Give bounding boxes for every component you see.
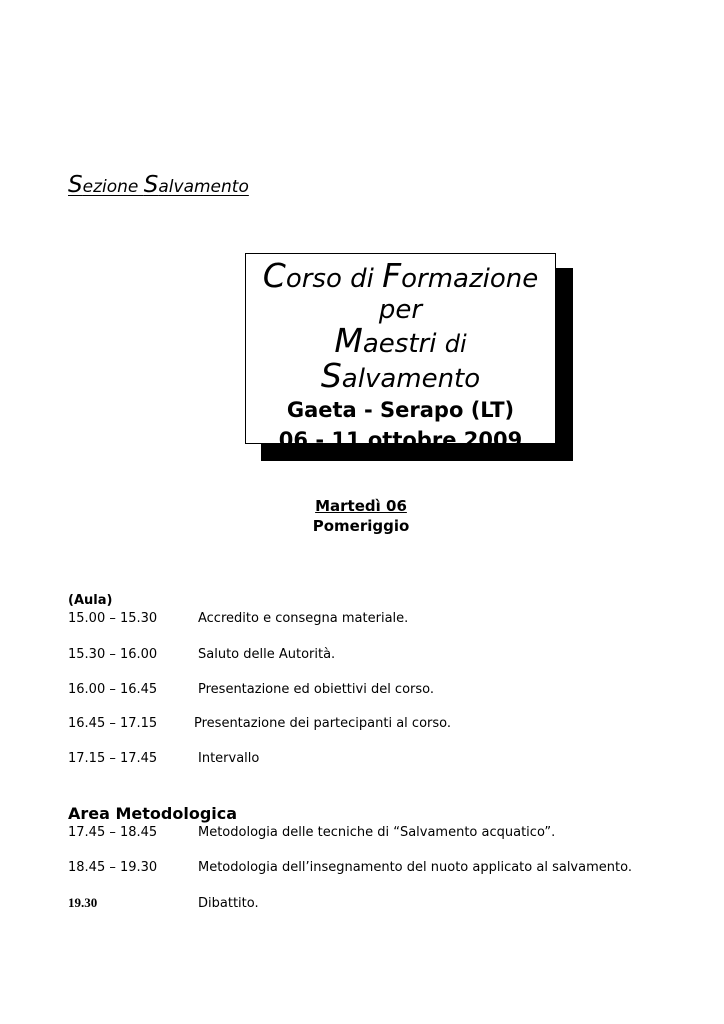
area-time: 17.45 – 18.45 bbox=[68, 825, 158, 840]
schedule-row bbox=[68, 647, 335, 662]
day-name: Martedì 06 bbox=[315, 497, 407, 515]
area-row bbox=[68, 860, 632, 875]
schedule-desc: Presentazione ed obiettivi del corso. bbox=[198, 682, 435, 697]
course-title-maestri: Maestri di bbox=[334, 321, 467, 360]
area-desc: Dibattito. bbox=[198, 896, 259, 911]
schedule-desc: Intervallo bbox=[198, 751, 260, 766]
schedule-row bbox=[68, 716, 451, 731]
schedule-desc: Saluto delle Autorità. bbox=[198, 647, 336, 662]
schedule-time: 16.00 – 16.45 bbox=[68, 682, 158, 697]
schedule-row bbox=[68, 611, 408, 626]
course-title-line: Corso di Formazione bbox=[262, 256, 539, 295]
course-place: Gaeta - Serapo (LT) bbox=[286, 398, 515, 422]
day-heading bbox=[300, 496, 422, 536]
area-row bbox=[68, 895, 259, 911]
course-dates: 06 - 11 ottobre 2009 bbox=[278, 428, 523, 452]
title-box bbox=[245, 253, 556, 452]
schedule-row bbox=[68, 751, 259, 766]
area-desc: Metodologia delle tecniche di “Salvamento acquatico”. bbox=[198, 825, 556, 840]
course-title-salvamento: Salvamento bbox=[320, 356, 481, 395]
schedule-time: 15.00 – 15.30 bbox=[68, 611, 158, 626]
aula-label: (Aula) bbox=[68, 593, 113, 608]
schedule-time: 17.15 – 17.45 bbox=[68, 751, 158, 766]
area-time: 19.30 bbox=[68, 895, 98, 910]
area-desc: Metodologia dell’insegnamento del nuoto applicato al salvamento. bbox=[198, 860, 632, 875]
schedule-row bbox=[68, 682, 434, 697]
schedule-time: 16.45 – 17.15 bbox=[68, 716, 158, 731]
section-title: Sezione Salvamento bbox=[68, 172, 249, 198]
area-row bbox=[68, 825, 555, 840]
area-title: Area Metodologica bbox=[68, 804, 238, 823]
schedule-desc: Accredito e consegna materiale. bbox=[198, 611, 409, 626]
schedule-time: 15.30 – 16.00 bbox=[68, 647, 158, 662]
schedule-desc: Presentazione dei partecipanti al corso. bbox=[194, 716, 451, 731]
course-title-per: per bbox=[378, 295, 423, 325]
area-time: 18.45 – 19.30 bbox=[68, 860, 158, 875]
day-period: Pomeriggio bbox=[312, 517, 410, 535]
